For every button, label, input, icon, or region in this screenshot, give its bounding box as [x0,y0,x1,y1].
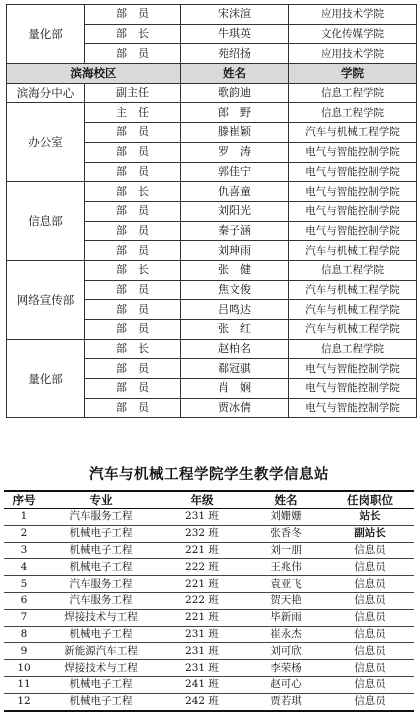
row-index: 4 [4,559,44,576]
member-college: 电气与智能控制学院 [289,162,417,182]
member-college: 电气与智能控制学院 [289,379,417,399]
dept-office: 办公室 [7,103,85,182]
member-position: 部 员 [85,300,181,320]
row-major: 焊接技术与工程 [44,609,158,626]
member-name: 秦子涵 [181,221,289,241]
member-name: 郭佳宁 [181,162,289,182]
member-name: 焦文俊 [181,280,289,300]
row-name: 刘一朋 [246,542,326,559]
member-college: 汽车与机械工程学院 [289,123,417,143]
row-index: 6 [4,592,44,609]
member-position: 副主任 [85,83,181,103]
member-college: 应用技术学院 [289,44,417,64]
member-name: 刘珅雨 [181,241,289,261]
row-position: 信息员 [326,542,414,559]
member-name: 滕崔颖 [181,123,289,143]
member-college: 电气与智能控制学院 [289,359,417,379]
member-college: 应用技术学院 [289,5,417,25]
roster-row [7,260,417,280]
member-college: 电气与智能控制学院 [289,142,417,162]
member-position: 主 任 [85,103,181,123]
table-row [4,559,414,576]
member-name: 张 红 [181,320,289,340]
member-position: 部 员 [85,280,181,300]
member-position: 部 员 [85,5,181,25]
member-position: 部 长 [85,24,181,44]
row-position: 信息员 [326,626,414,643]
row-grade: 241 班 [158,676,246,693]
table-row [4,676,414,693]
col-header-grade: 年级 [158,491,246,509]
member-name: 牛琪英 [181,24,289,44]
row-grade: 221 班 [158,542,246,559]
row-major: 汽车服务工程 [44,576,158,593]
row-index: 11 [4,676,44,693]
col-header-major: 专业 [44,491,158,509]
name-header: 姓名 [181,64,289,84]
row-position: 站长 [326,509,414,526]
row-position: 信息员 [326,676,414,693]
table-row [4,542,414,559]
member-college: 电气与智能控制学院 [289,182,417,202]
row-major: 汽车服务工程 [44,509,158,526]
row-name: 崔永杰 [246,626,326,643]
row-grade: 221 班 [158,609,246,626]
member-name: 刘阳光 [181,201,289,221]
row-grade: 242 班 [158,693,246,710]
row-grade: 231 班 [158,626,246,643]
dept-quantification: 量化部 [7,5,85,64]
row-major: 机械电子工程 [44,626,158,643]
row-major: 机械电子工程 [44,559,158,576]
campus-header-row [7,64,417,84]
campus-name-header: 滨海校区 [7,64,181,84]
table-row [4,660,414,677]
dept-information: 信息部 [7,182,85,261]
member-name: 郗冠骐 [181,359,289,379]
member-college: 汽车与机械工程学院 [289,300,417,320]
table-row [4,626,414,643]
campus-roster-table [6,4,417,418]
row-grade: 231 班 [158,643,246,660]
row-major: 机械电子工程 [44,542,158,559]
member-position: 部 长 [85,182,181,202]
member-college: 电气与智能控制学院 [289,398,417,418]
row-position: 信息员 [326,609,414,626]
row-name: 贾若琪 [246,693,326,710]
member-college: 信息工程学院 [289,83,417,103]
member-position: 部 员 [85,201,181,221]
roster-row [7,103,417,123]
row-name: 刘姗姗 [246,509,326,526]
row-index: 12 [4,693,44,710]
dept-network-publicity: 网络宣传部 [7,260,85,339]
member-college: 汽车与机械工程学院 [289,320,417,340]
member-name: 郎 野 [181,103,289,123]
table-row [4,609,414,626]
roster-row [7,5,417,25]
member-name: 张 健 [181,260,289,280]
member-college: 信息工程学院 [289,103,417,123]
member-position: 部 员 [85,162,181,182]
member-position: 部 长 [85,260,181,280]
member-name: 贾冰倩 [181,398,289,418]
college-header: 学院 [289,64,417,84]
roster-row [7,182,417,202]
campus-roster-body [7,5,417,418]
row-position: 副站长 [326,525,414,542]
row-position: 信息员 [326,592,414,609]
row-name: 李荣杨 [246,660,326,677]
member-college: 文化传媒学院 [289,24,417,44]
info-station-title: 汽车与机械工程学院学生教学信息站 [89,467,329,483]
member-name: 宋沫渲 [181,5,289,25]
col-header-name: 姓名 [246,491,326,509]
row-position: 信息员 [326,660,414,677]
dept-quantification-2: 量化部 [7,339,85,418]
table-row [4,576,414,593]
row-grade: 232 班 [158,525,246,542]
roster-row [7,83,417,103]
row-name: 赵可心 [246,676,326,693]
row-name: 王兆伟 [246,559,326,576]
row-grade: 221 班 [158,576,246,593]
row-index: 8 [4,626,44,643]
row-name: 贺天艳 [246,592,326,609]
member-college: 电气与智能控制学院 [289,201,417,221]
row-index: 5 [4,576,44,593]
member-college: 信息工程学院 [289,260,417,280]
member-position: 部 员 [85,44,181,64]
row-major: 新能源汽车工程 [44,643,158,660]
row-index: 3 [4,542,44,559]
member-position: 部 员 [85,142,181,162]
info-station-header-row [4,491,414,509]
row-major: 汽车服务工程 [44,592,158,609]
row-index: 10 [4,660,44,677]
row-major: 机械电子工程 [44,676,158,693]
row-index: 9 [4,643,44,660]
row-grade: 222 班 [158,592,246,609]
member-name: 歌韵迪 [181,83,289,103]
row-name: 刘可欣 [246,643,326,660]
row-major: 机械电子工程 [44,525,158,542]
info-station-table [4,490,414,712]
row-name: 毕新雨 [246,609,326,626]
member-position: 部 员 [85,359,181,379]
table-row [4,509,414,526]
member-college: 信息工程学院 [289,339,417,359]
roster-row [7,339,417,359]
row-index: 1 [4,509,44,526]
member-name: 仇喜童 [181,182,289,202]
member-position: 部 员 [85,320,181,340]
row-major: 焊接技术与工程 [44,660,158,677]
table-row [4,592,414,609]
member-position: 部 员 [85,398,181,418]
row-index: 2 [4,525,44,542]
col-header-position: 任岗职位 [326,491,414,509]
row-grade: 222 班 [158,559,246,576]
dept-binhai-center: 滨海分中心 [7,83,85,103]
member-name: 苑绍扬 [181,44,289,64]
row-position: 信息员 [326,576,414,593]
row-position: 信息员 [326,693,414,710]
member-position: 部 员 [85,379,181,399]
row-name: 张香冬 [246,525,326,542]
member-name: 罗 涛 [181,142,289,162]
row-major: 机械电子工程 [44,693,158,710]
info-station-body [4,509,414,711]
member-position: 部 员 [85,241,181,261]
member-position: 部 员 [85,221,181,241]
table-row [4,643,414,660]
member-college: 汽车与机械工程学院 [289,280,417,300]
member-name: 吕鸣达 [181,300,289,320]
row-position: 信息员 [326,643,414,660]
row-grade: 231 班 [158,660,246,677]
member-position: 部 长 [85,339,181,359]
row-grade: 231 班 [158,509,246,526]
col-header-index: 序号 [4,491,44,509]
member-name: 肖 娴 [181,379,289,399]
member-college: 电气与智能控制学院 [289,221,417,241]
member-name: 赵柏名 [181,339,289,359]
member-position: 部 员 [85,123,181,143]
row-position: 信息员 [326,559,414,576]
row-index: 7 [4,609,44,626]
table-row [4,525,414,542]
row-name: 袁亚飞 [246,576,326,593]
member-college: 汽车与机械工程学院 [289,241,417,261]
